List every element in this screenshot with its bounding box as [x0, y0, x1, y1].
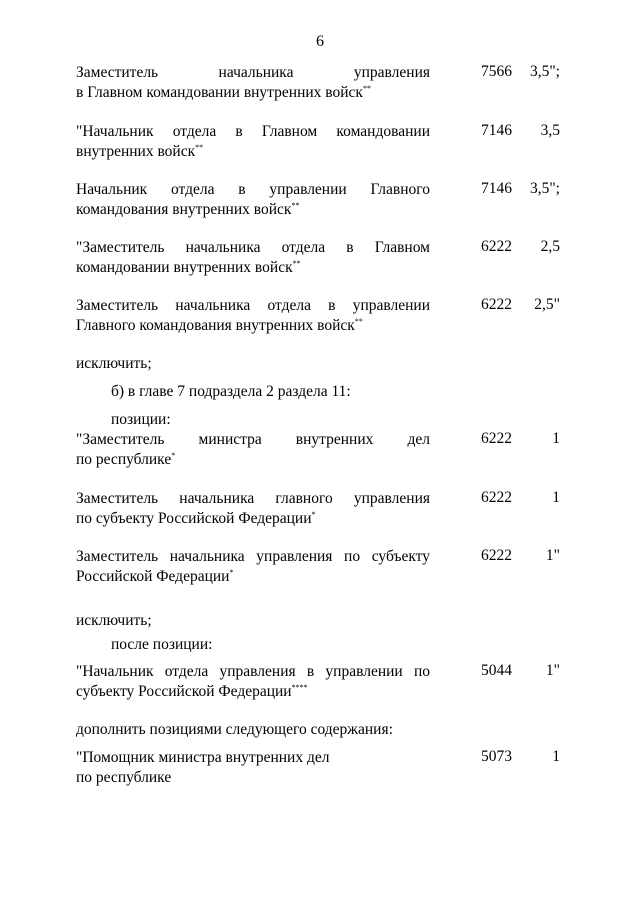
- position-code: 7566: [481, 63, 512, 80]
- position-title-line: "Помощник министра внутренних дел: [76, 749, 330, 766]
- position-entry: [76, 238, 560, 278]
- position-title-line: по республике: [76, 769, 172, 786]
- position-code: 6222: [481, 489, 512, 506]
- position-coefficient: 2,5": [534, 296, 560, 313]
- position-title-line: субъекту Российской Федерации****: [76, 682, 308, 700]
- position-title-line: "Начальник отдела управления в управлении по: [76, 663, 430, 680]
- position-title: [76, 662, 430, 702]
- position-coefficient: 3,5";: [529, 63, 560, 80]
- position-title-line: Заместитель начальника отдела в управлении: [76, 297, 430, 314]
- position-title-line: "Начальник отдела в Главном командовании: [76, 123, 430, 140]
- position-title-line: Главного командования внутренних войск**: [76, 316, 363, 334]
- position-title-line: в Главном командовании внутренних войск**: [76, 83, 371, 101]
- position-coefficient: 3,5";: [529, 180, 560, 197]
- footnote-mark: *: [171, 450, 176, 460]
- position-title: [76, 489, 430, 529]
- position-entry: [76, 430, 560, 470]
- position-coefficient: 3,5: [540, 122, 560, 139]
- add-positions-text: дополнить позициями следующего содержания:: [76, 721, 393, 738]
- position-title: [76, 748, 430, 788]
- exclude-text: исключить;: [76, 355, 152, 372]
- position-coefficient: 1": [545, 662, 560, 679]
- position-title-line: Начальник отдела в управлении Главного: [76, 181, 430, 198]
- position-coefficient: 1": [545, 547, 560, 564]
- position-entry: [76, 489, 560, 529]
- position-entry: [76, 547, 560, 587]
- footnote-mark: ****: [291, 682, 308, 692]
- position-code: 5073: [481, 748, 512, 765]
- footnote-mark: *: [311, 509, 316, 519]
- footnote-mark: **: [292, 258, 301, 268]
- position-title: [76, 547, 430, 587]
- position-title-line: командовании внутренних войск**: [76, 258, 301, 276]
- position-entry: [76, 63, 560, 103]
- position-code: 6222: [481, 296, 512, 313]
- position-code: 7146: [481, 122, 512, 139]
- position-code: 6222: [481, 430, 512, 447]
- position-title-line: "Заместитель начальника отдела в Главном: [76, 239, 430, 256]
- position-entry: [76, 662, 560, 702]
- position-title: [76, 122, 430, 162]
- position-code: 5044: [481, 662, 512, 679]
- position-entry: [76, 748, 560, 788]
- position-coefficient: 1: [552, 748, 560, 765]
- position-code: 6222: [481, 547, 512, 564]
- position-coefficient: 1: [552, 430, 560, 447]
- position-code: 6222: [481, 238, 512, 255]
- page-number: 6: [316, 33, 324, 50]
- position-title-line: Заместитель начальника главного управления: [76, 490, 430, 507]
- position-entry: [76, 296, 560, 336]
- position-entry: [76, 180, 560, 220]
- position-title: [76, 180, 430, 220]
- position-entry: [76, 122, 560, 162]
- position-title-line: Российской Федерации*: [76, 567, 234, 585]
- footnote-mark: **: [195, 142, 204, 152]
- footnote-mark: **: [291, 200, 300, 210]
- position-title-line: внутренних войск**: [76, 142, 204, 160]
- position-coefficient: 1: [552, 489, 560, 506]
- footnote-mark: *: [229, 567, 234, 577]
- position-title: [76, 430, 430, 470]
- position-title-line: по субъекту Российской Федерации*: [76, 509, 316, 527]
- position-title-line: Заместитель начальника управления: [76, 64, 430, 81]
- position-title-line: "Заместитель министра внутренних дел: [76, 431, 430, 448]
- exclude-text: исключить;: [76, 612, 152, 629]
- position-title: [76, 63, 430, 103]
- position-code: 7146: [481, 180, 512, 197]
- position-title: [76, 296, 430, 336]
- footnote-mark: **: [362, 83, 371, 93]
- footnote-mark: **: [354, 316, 363, 326]
- position-title-line: командования внутренних войск**: [76, 200, 300, 218]
- position-title: [76, 238, 430, 278]
- positions-label: позиции:: [111, 411, 171, 428]
- after-position-label: после позиции:: [111, 636, 213, 653]
- subsection-heading: б) в главе 7 подраздела 2 раздела 11:: [111, 383, 351, 400]
- position-title-line: Заместитель начальника управления по субъекту: [76, 548, 430, 565]
- position-title-line: по республике*: [76, 450, 176, 468]
- position-coefficient: 2,5: [540, 238, 560, 255]
